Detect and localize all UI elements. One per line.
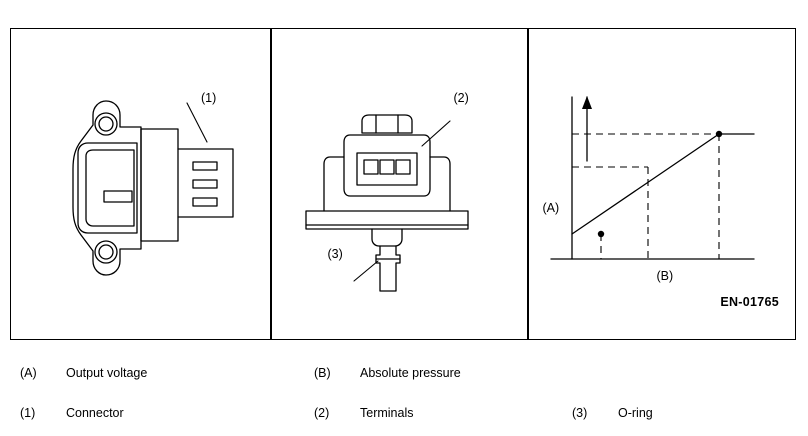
legend-cell-b — [314, 366, 461, 380]
terminals-drawing — [272, 29, 527, 341]
y-axis-callout: (A) — [542, 201, 560, 215]
legend-label: Absolute pressure — [360, 366, 461, 380]
legend — [10, 356, 796, 426]
legend-row — [10, 406, 796, 436]
legend-key: (3) — [572, 406, 588, 420]
legend-key: (A) — [20, 366, 37, 380]
panel-sensor-body — [11, 29, 270, 339]
legend-cell-2 — [314, 406, 414, 420]
legend-cell-empty — [572, 366, 618, 380]
figure-code: EN-01765 — [720, 295, 779, 309]
legend-cell-a — [20, 366, 147, 380]
connector-callout: (1) — [201, 91, 217, 105]
legend-label: O-ring — [618, 406, 653, 420]
legend-label: Terminals — [360, 406, 414, 420]
oring-callout: (3) — [327, 247, 343, 261]
x-axis-callout: (B) — [656, 269, 674, 283]
legend-label: Output voltage — [66, 366, 148, 380]
figure-frame — [10, 28, 796, 340]
legend-key: (2) — [314, 406, 330, 420]
panel-graph — [529, 29, 796, 339]
sensor-body-drawing — [11, 29, 270, 341]
legend-row — [10, 366, 796, 396]
legend-cell-1 — [20, 406, 124, 420]
panel-terminals — [272, 29, 527, 339]
legend-key: (1) — [20, 406, 36, 420]
legend-label: Connector — [66, 406, 124, 420]
legend-cell-3 — [572, 406, 653, 420]
terminals-callout: (2) — [453, 91, 469, 105]
legend-key: (B) — [314, 366, 331, 380]
